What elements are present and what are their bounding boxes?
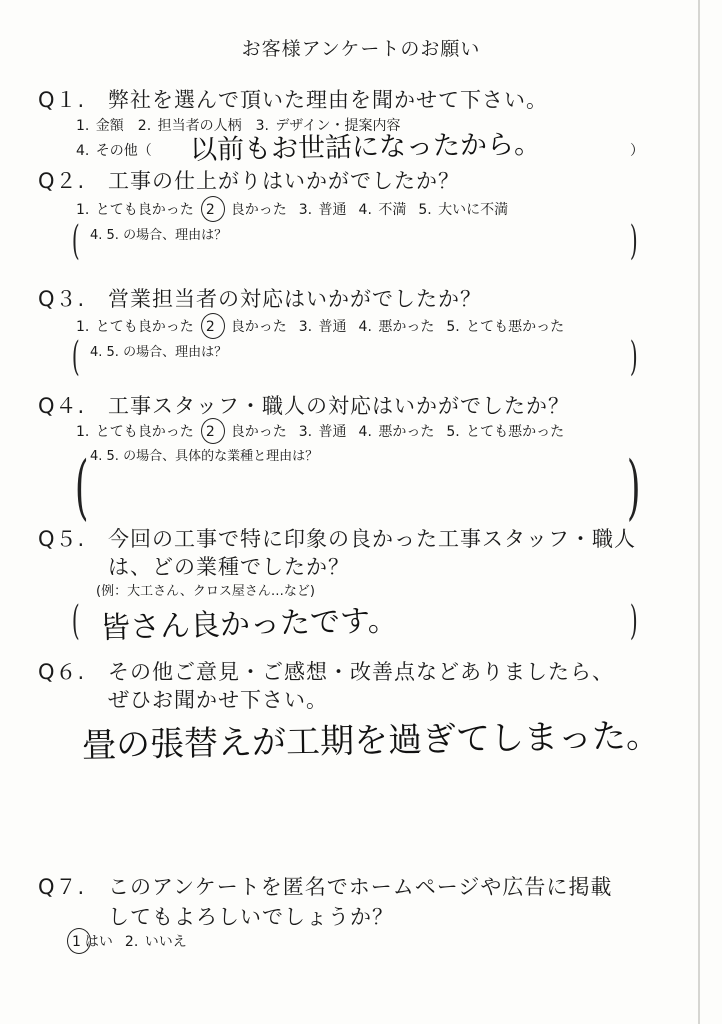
question-3-answer-open-paren: (: [71, 334, 80, 380]
question-2-reason-prompt: 4. 5. の場合、理由は？: [90, 228, 228, 243]
question-7-text-line-2: してもよろしいでしょうか？: [108, 905, 394, 929]
question-3-option-1: 1. とても良かった: [76, 319, 194, 335]
question-2-answer-open-paren: (: [71, 218, 80, 264]
question-2-options: [76, 199, 520, 219]
question-3-reason-prompt: 4. 5. の場合、理由は？: [90, 345, 228, 360]
question-5: [38, 523, 636, 553]
question-4-option-4: 4. 悪かった: [358, 424, 435, 440]
question-7-number: Q７.: [38, 875, 86, 899]
question-2-option-1: 1. とても良かった: [76, 202, 194, 218]
question-2-option-5: 5. 大いに不満: [418, 202, 509, 218]
question-3-number: Q３.: [38, 287, 86, 311]
question-6-text-line-1: その他ご意見・ご感想・改善点などありましたら、: [108, 660, 614, 684]
question-2-option-4: 4. 不満: [358, 202, 407, 218]
question-4-option-2-text: 良かった: [230, 424, 287, 440]
question-1-handwritten-answer: 以前もお世話になったから。: [189, 128, 542, 166]
question-7: [38, 871, 612, 901]
question-5-handwritten-answer: 皆さん良かったです。: [99, 603, 399, 646]
question-3-option-2-text: 良かった: [230, 319, 287, 335]
question-4-options: [76, 421, 576, 441]
question-5-answer-open-paren: (: [71, 598, 80, 644]
question-2-option-2-text: 良かった: [230, 202, 287, 218]
question-2-text: 工事の仕上がりはいかがでしたか？: [108, 169, 460, 193]
question-3-option-2-circled: 2: [205, 319, 215, 335]
question-1-number: Q１.: [38, 88, 86, 112]
question-1-other-label: 4. その他（: [76, 143, 152, 159]
question-3-answer-close-paren: ): [629, 334, 638, 380]
question-1: [38, 84, 548, 114]
question-5-text-line-1: 今回の工事で特に印象の良かった工事スタッフ・職人: [108, 527, 636, 551]
question-3-option-3: 3. 普通: [298, 319, 347, 335]
question-7-options: [72, 931, 199, 951]
question-4-answer-open-paren: (: [74, 446, 89, 528]
question-3: [38, 283, 482, 313]
question-4-option-2-circled: 2: [205, 424, 215, 440]
question-3-text: 営業担当者の対応はいかがでしたか？: [108, 287, 482, 311]
question-4-number: Q４.: [38, 394, 86, 418]
question-5-example: (例：大工さん、クロス屋さん…など): [96, 584, 315, 599]
question-1-options: 1. 金額 2. 担当者の人柄 3. デザイン・提案内容: [76, 118, 401, 134]
question-4-answer-close-paren: ): [626, 446, 641, 528]
question-5-number: Q５.: [38, 527, 86, 551]
question-6-handwritten-answer: 畳の張替えが工期を過ぎてしまった。: [81, 715, 661, 766]
question-1-other-close: ）: [630, 143, 644, 159]
question-7-option-1-circled: 1: [72, 934, 81, 950]
question-3-option-5: 5. とても悪かった: [446, 319, 565, 335]
question-7-text-line-1: このアンケートを匿名でホームページや広告に掲載: [108, 875, 613, 899]
question-2-number: Q２.: [38, 169, 86, 193]
question-1-text: 弊社を選んで頂いた理由を聞かせて下さい。: [108, 88, 548, 112]
question-6: [38, 656, 614, 686]
question-4-option-5: 5. とても悪かった: [446, 424, 565, 440]
question-5-answer-close-paren: ): [629, 598, 638, 644]
question-4-reason-prompt: 4. 5. の場合、具体的な業種と理由は？: [90, 449, 319, 464]
question-6-text-line-2: ぜひお聞かせ下さい。: [108, 688, 328, 712]
survey-title: お客様アンケートのお願い: [241, 38, 481, 60]
question-5-text-line-2: は、どの業種でしたか？: [108, 555, 350, 579]
question-4: [38, 390, 570, 420]
question-7-option-1-text: はい: [84, 934, 113, 950]
question-2-option-3: 3. 普通: [298, 202, 347, 218]
question-4-text: 工事スタッフ・職人の対応はいかがでしたか？: [108, 394, 570, 418]
question-4-option-1: 1. とても良かった: [76, 424, 194, 440]
question-2-answer-close-paren: ): [629, 218, 638, 264]
question-3-options: [76, 316, 576, 336]
page-edge-divider: [698, 0, 700, 1024]
question-7-option-2: 2. いいえ: [124, 934, 187, 950]
question-2-option-2-circled: 2: [205, 202, 215, 218]
question-2: [38, 165, 460, 195]
question-3-option-4: 4. 悪かった: [358, 319, 435, 335]
question-4-option-3: 3. 普通: [298, 424, 347, 440]
question-6-number: Q６.: [38, 660, 86, 684]
